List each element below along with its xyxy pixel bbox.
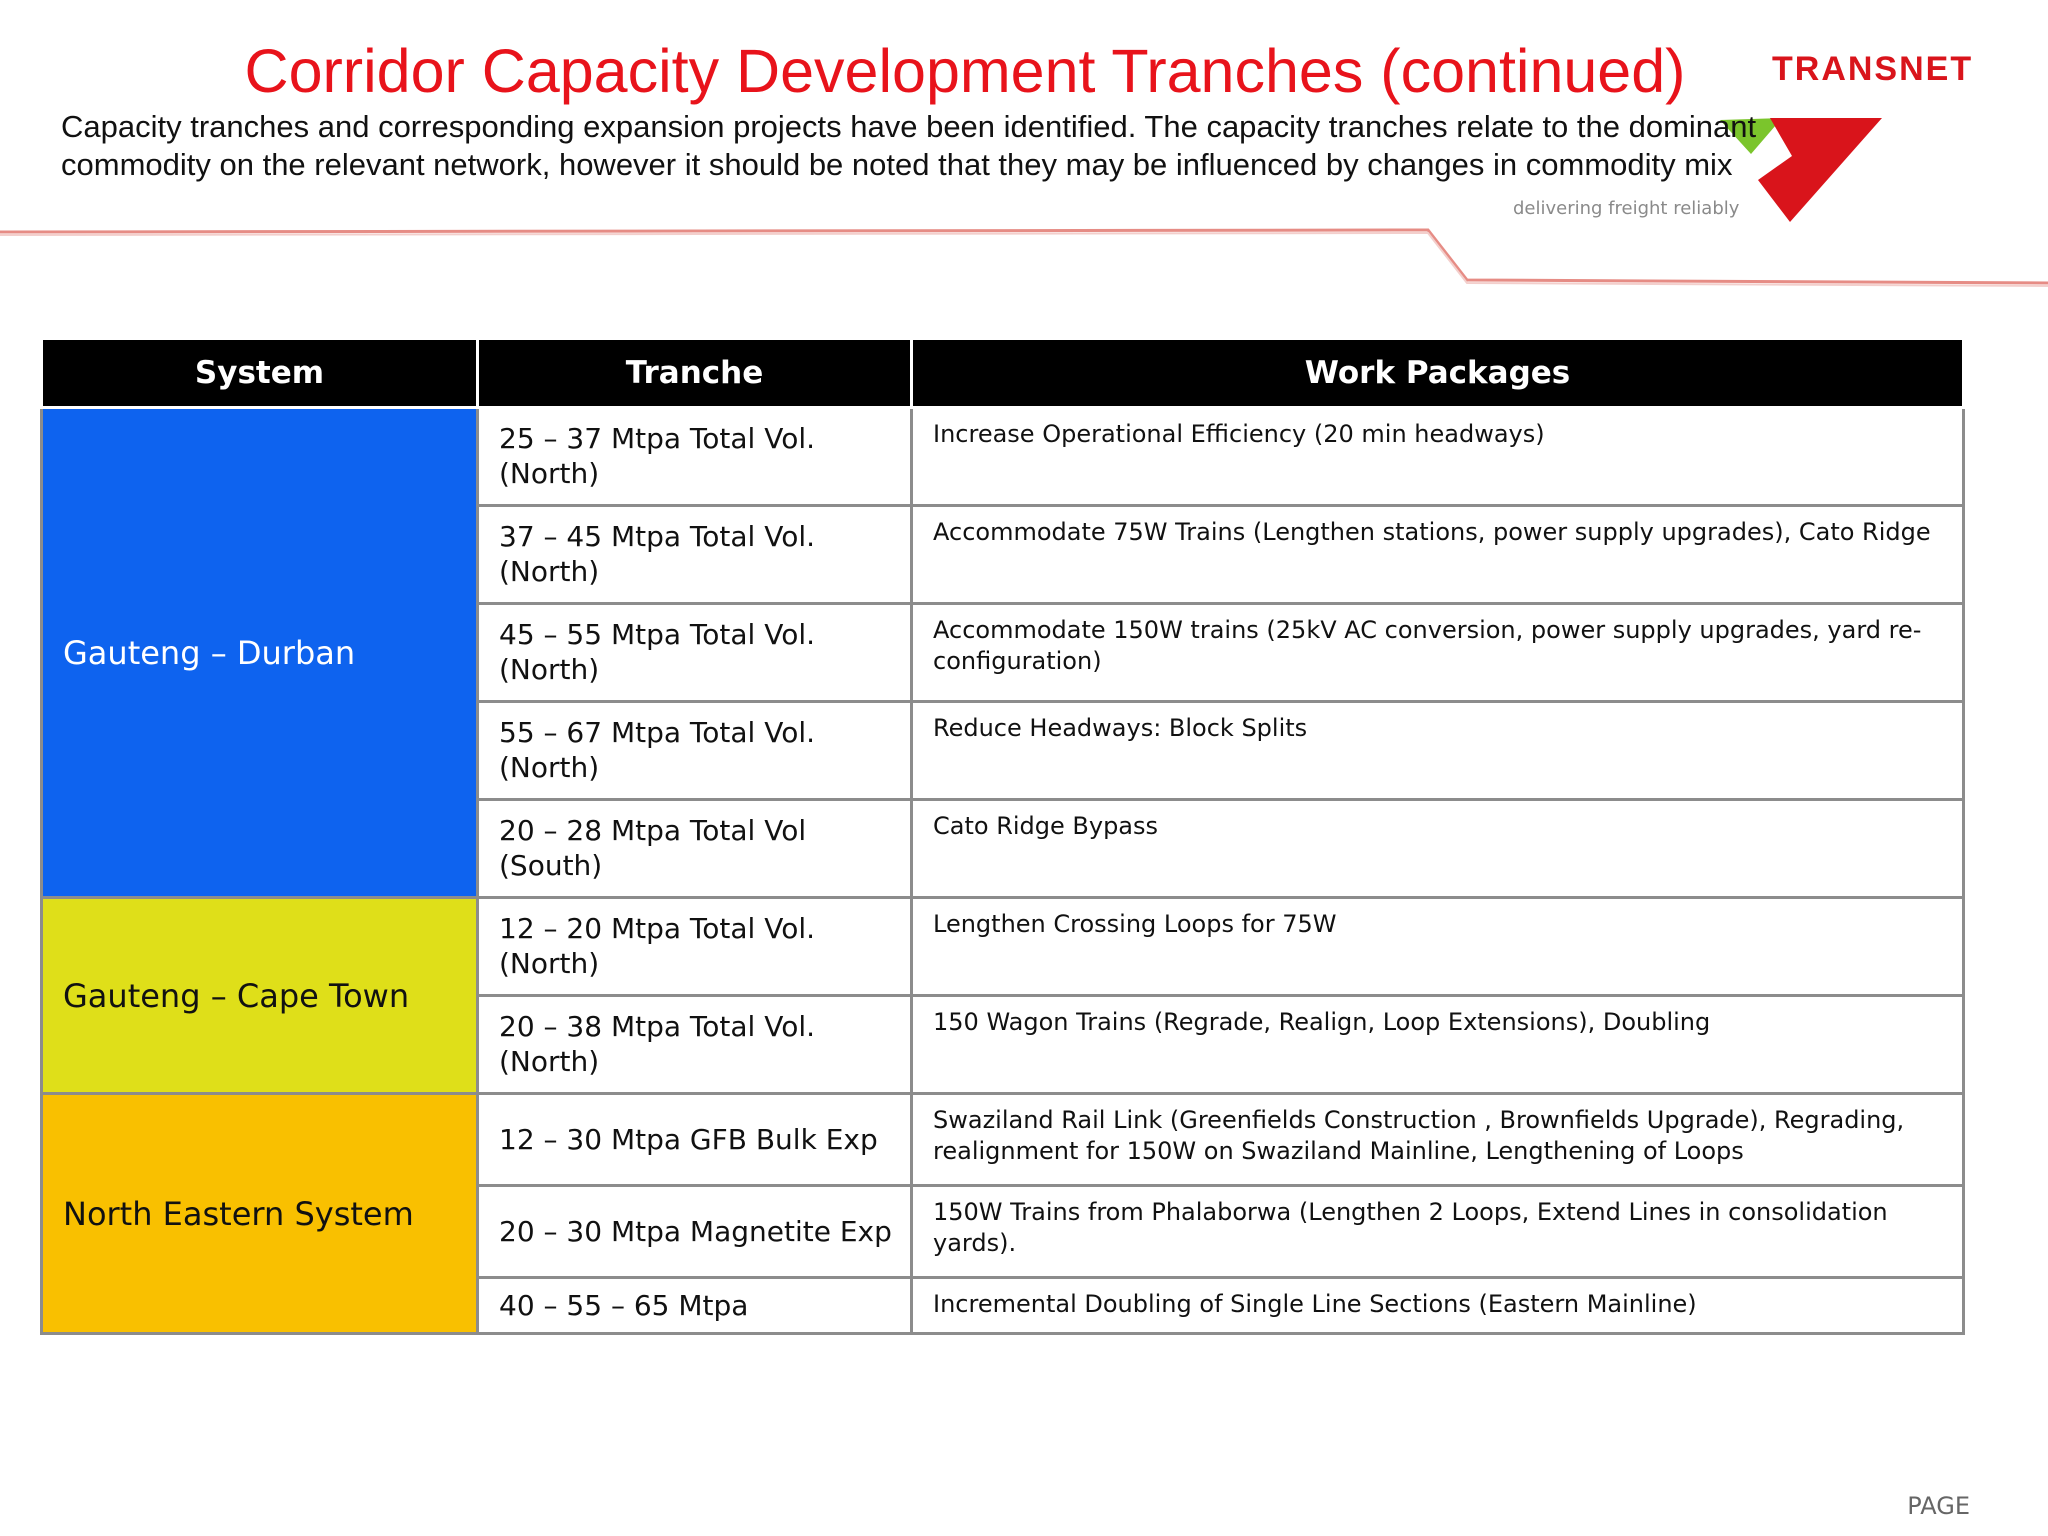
tranche-cell: 20 – 28 Mtpa Total Vol (South) (478, 800, 912, 898)
work-package-cell: Swaziland Rail Link (Greenfields Construction , Brownfields Upgrade), Regrading, realignment for 150W on Swaziland Mainline, Lengthening of Loops (912, 1094, 1964, 1186)
work-package-cell: Incremental Doubling of Single Line Sections (Eastern Mainline) (912, 1278, 1964, 1334)
column-header-system: System (42, 339, 478, 408)
system-cell-gauteng-cape-town: Gauteng – Cape Town (42, 898, 478, 1094)
header-rule-shadow (0, 233, 2048, 286)
page-title: Corridor Capacity Development Tranches (continued) (244, 37, 1686, 105)
table-row (42, 1094, 1964, 1186)
transnet-logo-wordmark: TRANSNET (1772, 50, 1974, 88)
tranche-cell: 20 – 30 Mtpa Magnetite Exp (478, 1186, 912, 1278)
work-package-cell: Reduce Headways: Block Splits (912, 702, 1964, 800)
tranche-cell: 20 – 38 Mtpa Total Vol. (North) (478, 996, 912, 1094)
system-cell-north-eastern-system: North Eastern System (42, 1094, 478, 1334)
page-subtitle: Capacity tranches and corresponding expansion projects have been identified. The capacity tranches relate to the dominant commodity on the relevant network, however it should be noted that they may be influenced by changes in commodity mix (61, 109, 1757, 182)
tranche-cell: 12 – 20 Mtpa Total Vol. (North) (478, 898, 912, 996)
work-package-cell: Increase Operational Efficiency (20 min headways) (912, 408, 1964, 506)
tranche-cell: 55 – 67 Mtpa Total Vol. (North) (478, 702, 912, 800)
tranche-cell: 37 – 45 Mtpa Total Vol. (North) (478, 506, 912, 604)
work-package-cell: Cato Ridge Bypass (912, 800, 1964, 898)
tranche-cell: 40 – 55 – 65 Mtpa (478, 1278, 912, 1334)
work-package-cell: 150 Wagon Trains (Regrade, Realign, Loop Extensions), Doubling (912, 996, 1964, 1094)
page-label: PAGE (1907, 1492, 1970, 1520)
work-package-cell: 150W Trains from Phalaborwa (Lengthen 2 Loops, Extend Lines in consolidation yards). (912, 1186, 1964, 1278)
work-package-cell: Accommodate 150W trains (25kV AC conversion, power supply upgrades, yard re-configuration) (912, 604, 1964, 702)
work-package-cell: Accommodate 75W Trains (Lengthen stations, power supply upgrades), Cato Ridge (912, 506, 1964, 604)
table-row (42, 898, 1964, 996)
capacity-tranches-table (40, 337, 1965, 1335)
table-row (42, 408, 1964, 506)
tranche-cell: 12 – 30 Mtpa GFB Bulk Exp (478, 1094, 912, 1186)
header-rule-line (0, 230, 2048, 283)
tranche-cell: 45 – 55 Mtpa Total Vol. (North) (478, 604, 912, 702)
tranche-cell: 25 – 37 Mtpa Total Vol. (North) (478, 408, 912, 506)
work-package-cell: Lengthen Crossing Loops for 75W (912, 898, 1964, 996)
column-header-tranche: Tranche (478, 339, 912, 408)
column-header-work-packages: Work Packages (912, 339, 1964, 408)
table-header-row (42, 339, 1964, 408)
system-cell-gauteng-durban: Gauteng – Durban (42, 408, 478, 898)
logo-tagline: delivering freight reliably (1513, 198, 1740, 219)
